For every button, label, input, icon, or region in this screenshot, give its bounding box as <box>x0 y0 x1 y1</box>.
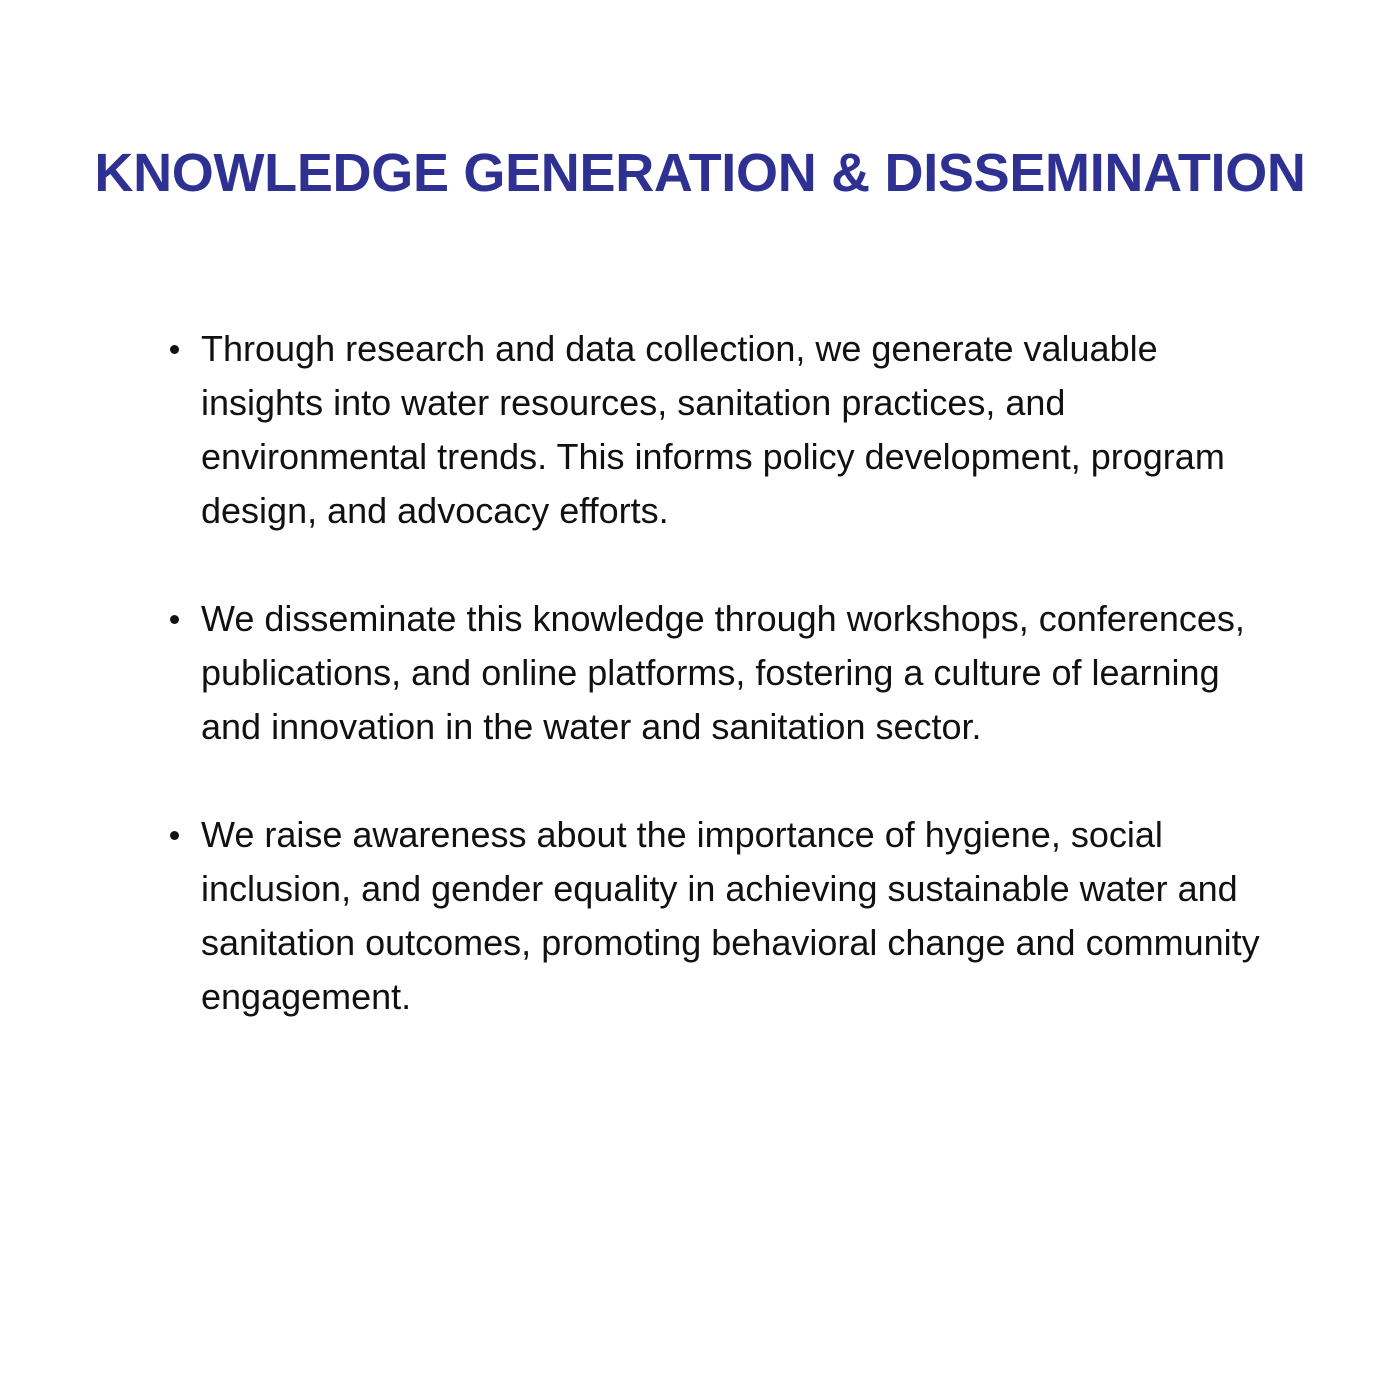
list-item-text: We raise awareness about the importance of hygiene, social inclusion, and gender equality in achieving sustainable water and sanitation outcomes, promoting behavioral change and community engagement. <box>201 814 1260 1017</box>
bullet-dot-icon <box>170 345 179 354</box>
bullet-list <box>160 322 1280 1078</box>
page-title: KNOWLEDGE GENERATION & DISSEMINATION <box>94 143 1306 203</box>
list-item <box>160 322 1280 538</box>
list-item <box>160 592 1280 754</box>
list-item-text: Through research and data collection, we generate valuable insights into water resources, sanitation practices, and environmental trends. This informs policy development, program design, and advocacy efforts. <box>201 328 1225 531</box>
list-item <box>160 808 1280 1024</box>
list-item-text: We disseminate this knowledge through workshops, conferences, publications, and online platforms, fostering a culture of learning and innovation in the water and sanitation sector. <box>201 598 1245 747</box>
bullet-dot-icon <box>170 615 179 624</box>
bullet-dot-icon <box>170 831 179 840</box>
